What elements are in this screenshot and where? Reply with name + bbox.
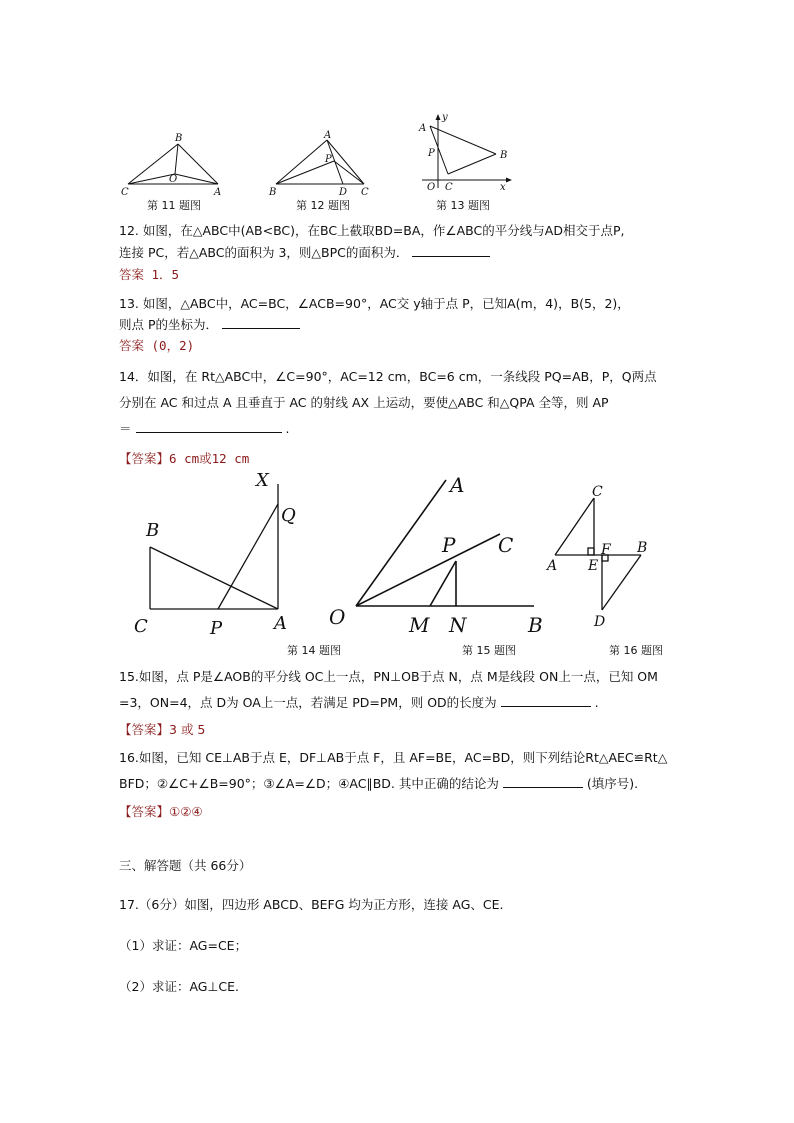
figure-14-diagram (128, 464, 308, 640)
q16-line2 (119, 775, 689, 793)
q14-answer-value: 6 cm或12 cm (169, 451, 250, 466)
label-b: B (175, 133, 183, 144)
q15-line2-text: =3，ON=4，点 D为 OA上一点，若满足 PD=PM，则 OD的长度为 (119, 695, 497, 710)
figure-11-diagram (118, 128, 228, 200)
label-e: E (588, 558, 599, 574)
label-o: O (329, 605, 346, 629)
q13-line1: 13. 如图，△ABC中，AC=BC，∠ACB=90°，AC交 y轴于点 P，已知A(m，4)，B(5，2)， (119, 296, 630, 311)
label-o: O (169, 174, 178, 185)
label-c: C (121, 187, 129, 198)
caption-fig11: 第 11 题图 (147, 199, 201, 212)
figure-13-diagram (414, 110, 518, 196)
q15-line2 (119, 694, 689, 712)
q15-line2-suffix: . (594, 695, 599, 710)
label-o: O (427, 182, 436, 193)
label-a: A (274, 613, 287, 634)
caption-fig14: 第 14 题图 (287, 644, 341, 657)
q12-answer: 答案 1．5 (119, 267, 180, 282)
q14-line3-suffix: . (285, 421, 290, 436)
q16-line2-suffix: (填序号). (586, 776, 639, 791)
q15-line1: 15.如图，点 P是∠AOB的平分线 OC上一点，PN⊥OB于点 N，点 M是线段 ON上一点，已知 OM (119, 669, 658, 684)
q15-answer-value: 3 或 5 (169, 722, 206, 737)
q16-answer-value: ①②④ (169, 804, 203, 819)
caption-fig15: 第 15 题图 (462, 644, 516, 657)
q13-answer: 答案 (0，2) (119, 338, 195, 353)
q14-answer-tag: 【答案】 (119, 451, 170, 466)
q14-line1: 14．如图，在 Rt△ABC中，∠C=90°，AC=12 cm，BC=6 cm，一条线段 PQ=AB，P，Q两点 (119, 369, 657, 384)
q16-line1: 16.如图，已知 CE⊥AB于点 E，DF⊥AB于点 F，且 AF=BE，AC=BD，则下列结论Rt△AEC≌Rt△ (119, 750, 668, 765)
figure-15-diagram (326, 464, 556, 640)
caption-fig12: 第 12 题图 (296, 199, 350, 212)
q14-line3-prefix: ＝ (119, 421, 132, 436)
label-n: N (449, 613, 467, 637)
label-a: A (450, 473, 465, 497)
label-d: D (339, 187, 348, 198)
label-a: A (214, 187, 222, 198)
q14-answer-blank[interactable] (136, 420, 282, 433)
label-f: F (601, 542, 611, 558)
q17-part1: （1）求证：AG=CE； (119, 938, 248, 953)
q12-answer-blank[interactable] (412, 244, 490, 257)
label-c: C (134, 616, 148, 637)
figure-14 (128, 464, 308, 640)
q16-line2-text: BFD；②∠C+∠B=90°；③∠A=∠D；④AC∥BD. 其中正确的结论为 (119, 776, 499, 791)
q17-part2: （2）求证：AG⊥CE. (119, 979, 239, 994)
figure-11 (118, 128, 228, 200)
figure-13 (414, 110, 518, 196)
figure-16 (541, 480, 661, 632)
label-x: X (256, 470, 269, 491)
q13-line2-text: 则点 P的坐标为． (119, 317, 219, 332)
q13-answer-blank[interactable] (222, 316, 300, 329)
figure-12 (264, 128, 374, 200)
caption-fig13: 第 13 题图 (436, 199, 490, 212)
q15-answer (119, 720, 205, 738)
label-p: P (428, 148, 435, 159)
figure-15 (326, 464, 556, 640)
label-b: B (146, 520, 160, 541)
label-p: P (210, 618, 223, 639)
label-p: P (325, 154, 332, 165)
q15-answer-tag: 【答案】 (119, 722, 170, 737)
q16-answer-blank[interactable] (503, 775, 583, 788)
label-m: M (409, 613, 430, 637)
label-x: x (500, 182, 506, 193)
caption-fig16: 第 16 题图 (609, 644, 663, 657)
q14-line2: 分别在 AC 和过点 A 且垂直于 AC 的射线 AX 上运动，要使△ABC 和△QPA 全等，则 AP (119, 395, 609, 410)
label-a: A (324, 130, 332, 141)
q16-answer (119, 802, 203, 820)
q17-intro: 17.（6分）如图，四边形 ABCD、BEFG 均为正方形，连接 AG、CE. (119, 897, 504, 912)
label-b: B (269, 187, 277, 198)
label-a: A (547, 558, 558, 574)
q15-answer-blank[interactable] (501, 694, 591, 707)
label-c: C (361, 187, 369, 198)
label-c: C (592, 484, 603, 500)
q12-line1: 12. 如图，在△ABC中(AB<BC)，在BC上截取BD=BA，作∠ABC的平分线与AD相交于点P, (119, 223, 625, 238)
section3-heading: 三、解答题（共 66分） (119, 858, 252, 873)
label-a: A (419, 123, 427, 134)
q16-answer-tag: 【答案】 (119, 804, 170, 819)
figure-12-diagram (264, 128, 374, 200)
label-b: B (637, 540, 648, 556)
q12-line2-text: 连接 PC，若△ABC的面积为 3，则△BPC的面积为． (119, 245, 409, 260)
figure-16-diagram (541, 480, 661, 632)
q13-line2 (119, 316, 689, 334)
label-c: C (445, 182, 453, 193)
label-d: D (594, 614, 606, 630)
q12-line2 (119, 244, 689, 262)
label-p: P (442, 533, 456, 557)
label-q: Q (281, 505, 296, 526)
q14-line3 (119, 420, 689, 438)
label-c: C (498, 533, 514, 557)
label-b: B (528, 613, 543, 637)
label-y: y (442, 112, 448, 123)
label-b: B (500, 150, 508, 161)
